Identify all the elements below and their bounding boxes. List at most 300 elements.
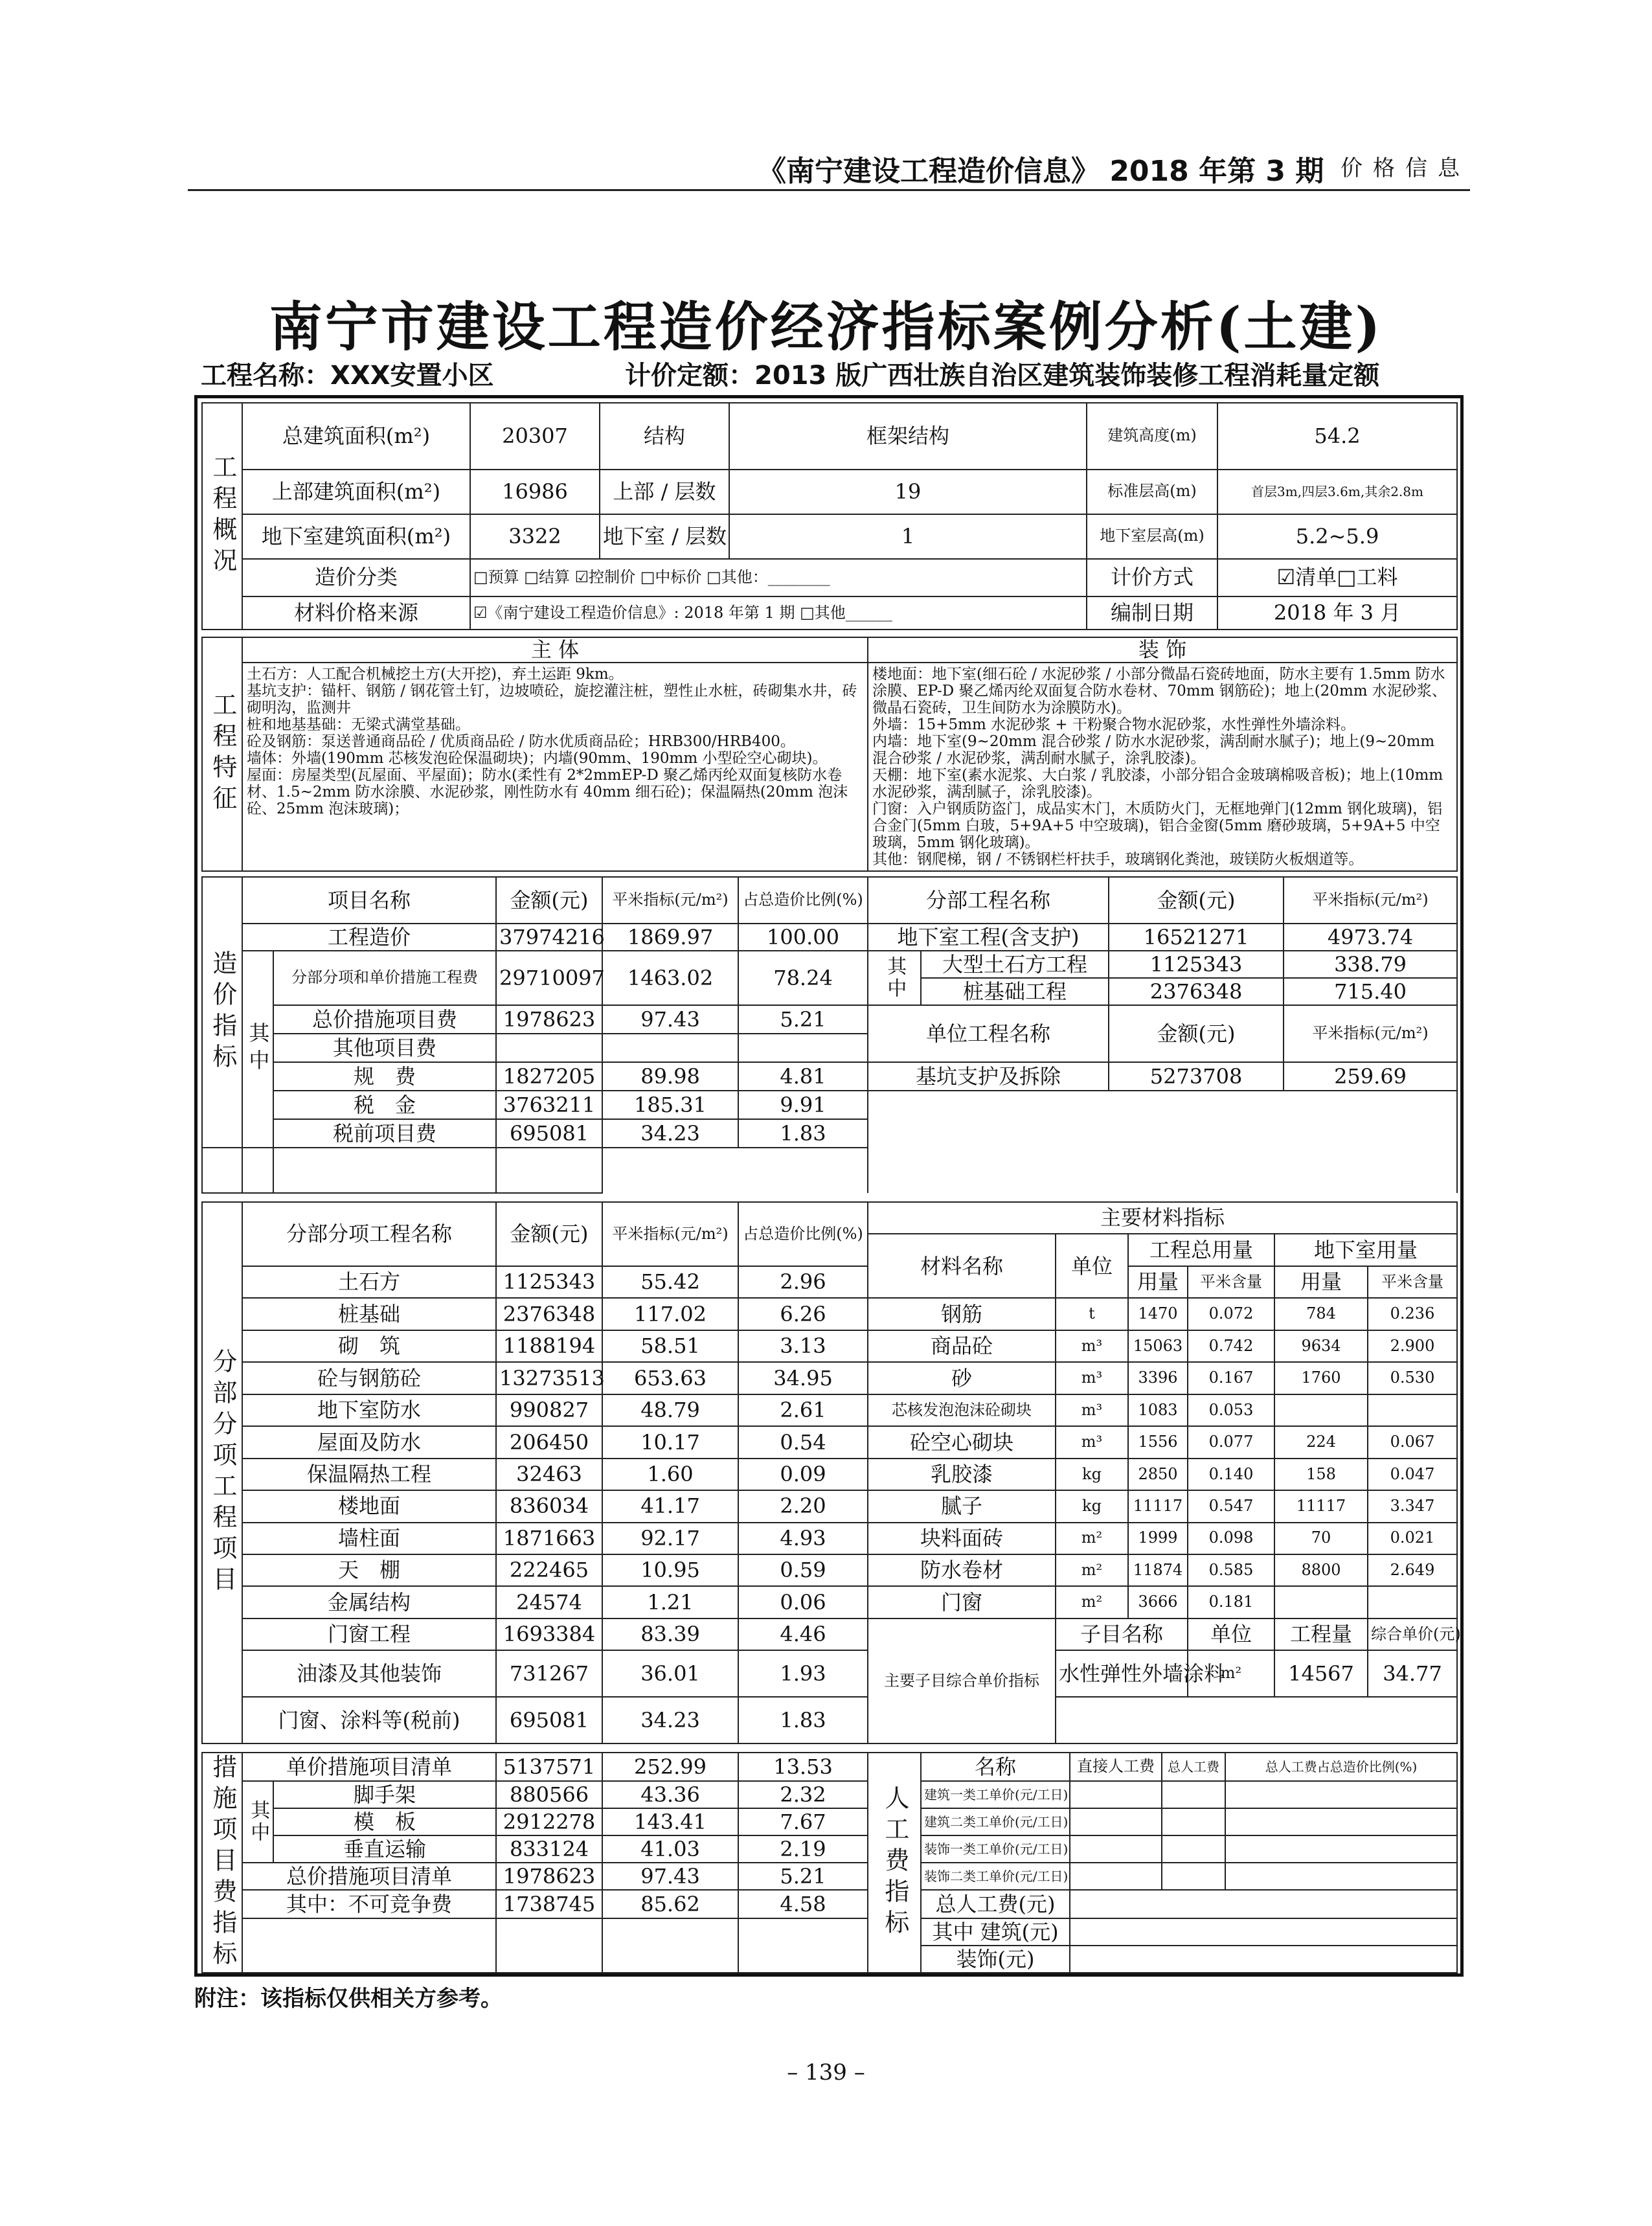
cell: 1.93: [738, 1650, 868, 1697]
cell: 3.13: [738, 1330, 868, 1362]
cell: 1.83: [738, 1119, 868, 1148]
cell: 油漆及其他装饰: [242, 1650, 496, 1697]
section-name: 价格信息: [1341, 155, 1470, 181]
cell: 2.649: [1368, 1554, 1457, 1586]
blank-cell: [1070, 1835, 1162, 1863]
cell: 338.79: [1284, 951, 1457, 978]
decoration-text: 楼地面：地下室(细石砼 / 水泥砂浆 / 小部分微晶石瓷砖地面，防水主要有 1.5mm 防水涂膜、EP-D 聚乙烯丙纶双面复合防水卷材、70mm 钢筋砼)；地上(20mm 水泥砂浆、微晶石瓷砖，卫生间防水为涂膜防水)。 外墙：15+5mm 水泥砂浆 + 干粉聚合物水泥砂浆，水性弹性外墙涂料。 内墙：地下室(9~20mm 混合砂浆 / 防水水泥砂浆，满刮耐水腻子)；地上(9~20mm 混合砂浆 / 水泥砂浆，满刮耐水腻子，涂乳胶漆)。 天棚：地下室(素水泥浆、大白浆 / 乳胶漆，小部分铝合金玻璃棉吸音板)；地上(10mm 水泥砂浆，满刮腻子，涂乳胶漆)。 门窗：入户钢质防盗门，成品实木门，木质防火门，无框地弹门(12mm 钢化玻璃)，铝合金门(5mm 白玻，5+9A+5 中空玻璃)，铝合金窗(5mm 磨砂玻璃，5+9A+5 中空玻璃，5mm 钢化玻璃)。 其他：钢爬梯，钢 / 不锈钢栏杆扶手，玻璃钢化粪池，玻镁防火板烟道等。: [868, 663, 1457, 871]
table-row: [202, 1697, 1457, 1743]
col-header: 总人工费占总造价比例(%): [1225, 1753, 1457, 1781]
right-qizhong-label: 其中: [868, 951, 921, 1005]
cell: 防水卷材: [868, 1554, 1056, 1586]
cell: 37974216: [496, 924, 602, 951]
indicator-table-frame: [194, 395, 1464, 1977]
cell: 32463: [496, 1459, 602, 1490]
cell: 54.2: [1217, 403, 1457, 470]
col-header: 金额(元): [496, 1202, 602, 1266]
cell: 砌 筑: [242, 1330, 496, 1362]
cell: m³: [1056, 1362, 1128, 1394]
cell: 总建筑面积(m²): [242, 403, 470, 470]
cell: 1083: [1128, 1394, 1188, 1426]
cell: 3666: [1128, 1586, 1188, 1618]
pricing-method-options: ☑清单□工料: [1217, 559, 1457, 596]
cell: 259.69: [1284, 1062, 1457, 1091]
cell: 桩基础: [242, 1298, 496, 1330]
col-header: 平米指标(元/m²): [602, 1202, 738, 1266]
cell: 3.347: [1368, 1490, 1457, 1522]
cell: 地下室层高(m): [1087, 514, 1217, 559]
cell: 框架结构: [729, 403, 1087, 470]
col-header: 占总造价比例(%): [738, 1202, 868, 1266]
cell: 0.140: [1188, 1459, 1274, 1490]
measures-label: 措施项目费指标: [202, 1753, 242, 1973]
cell: 34.77: [1368, 1650, 1457, 1697]
cell: 1.21: [602, 1586, 738, 1618]
cell: 2.20: [738, 1490, 868, 1522]
page-number: – 139 –: [787, 2060, 865, 2085]
cell: 0.54: [738, 1426, 868, 1458]
blank-cell: [868, 1091, 1457, 1193]
cell: 0.547: [1188, 1490, 1274, 1522]
cell: 0.077: [1188, 1426, 1274, 1458]
cell: 1188194: [496, 1330, 602, 1362]
cell: 36.01: [602, 1650, 738, 1697]
cell: 大型土石方工程: [921, 951, 1109, 978]
cell: 2018 年 3 月: [1217, 596, 1457, 630]
cell: 0.530: [1368, 1362, 1457, 1394]
cell: 其他项目费: [273, 1034, 496, 1062]
cell: 水性弹性外墙涂料: [1056, 1650, 1188, 1697]
cell: 19: [729, 470, 1087, 514]
cell: 单价措施项目清单: [242, 1753, 496, 1781]
cell: 8800: [1274, 1554, 1368, 1586]
pricing-quota: 计价定额：2013 版广西壮族自治区建筑装饰装修工程消耗量定额: [625, 361, 1380, 391]
cell: [1274, 1394, 1368, 1426]
cell: 0.047: [1368, 1459, 1457, 1490]
cell: 3396: [1128, 1362, 1188, 1394]
cell: 43.36: [602, 1781, 738, 1808]
cell: 653.63: [602, 1362, 738, 1394]
cell: 5137571: [496, 1753, 602, 1781]
divisions-section: [201, 1201, 1461, 1744]
col-header: 平米指标(元/m²): [1284, 877, 1457, 924]
cell: 1738745: [496, 1890, 602, 1918]
cell: 腻子: [868, 1490, 1056, 1522]
cell: 89.98: [602, 1062, 738, 1091]
cell: 4.46: [738, 1618, 868, 1650]
cell: 1760: [1274, 1362, 1368, 1394]
cell: 0.067: [1368, 1426, 1457, 1458]
cell: 83.39: [602, 1618, 738, 1650]
cell: 836034: [496, 1490, 602, 1522]
blank-cell: [202, 1148, 242, 1193]
col-header: 直接人工费: [1070, 1753, 1162, 1781]
cell: 14567: [1274, 1650, 1368, 1697]
qizhong-label: 其中: [242, 1781, 273, 1863]
cell: 商品砼: [868, 1330, 1056, 1362]
cell: 其中 建筑(元): [921, 1918, 1070, 1946]
cell: 15063: [1128, 1330, 1188, 1362]
cell: 2376348: [1109, 978, 1284, 1005]
cell: 97.43: [602, 1863, 738, 1890]
cell: 1: [729, 514, 1087, 559]
cell: kg: [1056, 1459, 1128, 1490]
cell: 分部分项和单价措施工程费: [273, 951, 496, 1005]
col-header: 单位: [1056, 1234, 1128, 1298]
cell: 工程量: [1274, 1618, 1368, 1650]
cell: 标准层高(m): [1087, 470, 1217, 514]
cell: 垂直运输: [273, 1835, 496, 1863]
cell: 0.098: [1188, 1523, 1274, 1554]
cell: 9.91: [738, 1091, 868, 1119]
blank-cell: [1070, 1863, 1162, 1890]
subitem-label: 主要子目综合单价指标: [868, 1618, 1056, 1743]
cell: 695081: [496, 1119, 602, 1148]
cell: 总价措施项目清单: [242, 1863, 496, 1890]
col-header: 平米含量: [1368, 1266, 1457, 1298]
cell: 100.00: [738, 924, 868, 951]
blank-cell: [273, 1148, 496, 1193]
cell: 833124: [496, 1835, 602, 1863]
cell: 其中：不可竞争费: [242, 1890, 496, 1918]
decoration-header: 装 饰: [868, 637, 1457, 663]
cell: 乳胶漆: [868, 1459, 1056, 1490]
blank-cell: [496, 1918, 602, 1973]
cell: 门窗、涂料等(税前): [242, 1697, 496, 1743]
cell: 0.742: [1188, 1330, 1274, 1362]
cell: 装饰(元): [921, 1946, 1070, 1973]
blank-cell: [1070, 1946, 1457, 1973]
overview-section: [201, 402, 1456, 630]
cell: 252.99: [602, 1753, 738, 1781]
cell: 上部 / 层数: [600, 470, 729, 514]
header-rule: [188, 189, 1470, 191]
cell: 34.23: [602, 1119, 738, 1148]
cell: 4.93: [738, 1523, 868, 1554]
cell: 5.21: [738, 1863, 868, 1890]
col-header: 地下室用量: [1274, 1234, 1457, 1266]
cell: 7.67: [738, 1808, 868, 1835]
col-header: 用量: [1274, 1266, 1368, 1298]
labor-label: 人工费指标: [868, 1753, 921, 1973]
cell: 48.79: [602, 1394, 738, 1426]
cell: 1556: [1128, 1426, 1188, 1458]
cell: [496, 1034, 602, 1062]
cell: 钢筋: [868, 1298, 1056, 1330]
cell: 784: [1274, 1298, 1368, 1330]
features-label: 工程特征: [202, 637, 242, 871]
cell: 206450: [496, 1426, 602, 1458]
cell: 92.17: [602, 1523, 738, 1554]
blank-cell: [738, 1918, 868, 1973]
cell: 墙柱面: [242, 1523, 496, 1554]
cell: [1368, 1394, 1457, 1426]
cell: m²: [1056, 1586, 1128, 1618]
col-header: 分部工程名称: [868, 877, 1109, 924]
cell: 4973.74: [1284, 924, 1457, 951]
cell: 1978623: [496, 1005, 602, 1034]
cell: 0.585: [1188, 1554, 1274, 1586]
cell: 税 金: [273, 1091, 496, 1119]
cell: 5273708: [1109, 1062, 1284, 1091]
cell: 0.06: [738, 1586, 868, 1618]
col-header: 用量: [1128, 1266, 1188, 1298]
cell: 楼地面: [242, 1490, 496, 1522]
cell: 1.83: [738, 1697, 868, 1743]
blank-cell: [1225, 1808, 1457, 1835]
table-row: [202, 1426, 1457, 1458]
blank-cell: [242, 1148, 273, 1193]
cell: t: [1056, 1298, 1128, 1330]
cell: 基坑支护及拆除: [868, 1062, 1109, 1091]
col-header: 金额(元): [1109, 1005, 1284, 1062]
cell: 224: [1274, 1426, 1368, 1458]
cell: 0.053: [1188, 1394, 1274, 1426]
cell: 41.03: [602, 1835, 738, 1863]
cell: 天 棚: [242, 1554, 496, 1586]
cell: 1978623: [496, 1863, 602, 1890]
features-section: [201, 637, 1456, 870]
cell: 2.96: [738, 1266, 868, 1298]
cell: 编制日期: [1087, 596, 1217, 630]
cell: 880566: [496, 1781, 602, 1808]
blank-cell: [1070, 1918, 1457, 1946]
cell: 建筑一类工单价(元/工日): [921, 1781, 1070, 1808]
cell: m³: [1056, 1426, 1128, 1458]
blank-cell: [1162, 1835, 1225, 1863]
col-header: 金额(元): [496, 877, 602, 924]
cell: 综合单价(元): [1368, 1618, 1457, 1650]
cell: 222465: [496, 1554, 602, 1586]
cell: 计价方式: [1087, 559, 1217, 596]
cell: 金属结构: [242, 1586, 496, 1618]
cell: 6.26: [738, 1298, 868, 1330]
cell: 3322: [470, 514, 600, 559]
cell: 185.31: [602, 1091, 738, 1119]
cell: 上部建筑面积(m²): [242, 470, 470, 514]
cell: 块料面砖: [868, 1523, 1056, 1554]
cell: 保温隔热工程: [242, 1459, 496, 1490]
cell: 11117: [1128, 1490, 1188, 1522]
cell: m²: [1056, 1523, 1128, 1554]
cell: 29710097: [496, 951, 602, 1005]
cell: 34.23: [602, 1697, 738, 1743]
cell: 芯核发泡泡沫砼砌块: [868, 1394, 1056, 1426]
cost-type-options: □预算 □结算 ☑控制价 □中标价 □其他：________: [470, 559, 1087, 596]
cell: 1.60: [602, 1459, 738, 1490]
blank-cell: [1225, 1863, 1457, 1890]
cell: 税前项目费: [273, 1119, 496, 1148]
cell: 地下室工程(含支护): [868, 924, 1109, 951]
cell: 1869.97: [602, 924, 738, 951]
cell: 砼与钢筋砼: [242, 1362, 496, 1394]
blank-cell: [1162, 1781, 1225, 1808]
table-row: [202, 1618, 1457, 1650]
table-row: [202, 1394, 1457, 1426]
cell: m³: [1056, 1394, 1128, 1426]
main-structure-header: 主 体: [242, 637, 868, 663]
cell: 24574: [496, 1586, 602, 1618]
main-structure-text: 土石方：人工配合机械挖土方(大开挖)，弃土运距 9km。 基坑支护：锚杆、钢筋 / 钢花管土钉，边坡喷砼，旋挖灌注桩，塑性止水桩，砖砌集水井，砖砌明沟，监测井 桩和地基基础：无梁式满堂基础。 砼及钢筋：泵送普通商品砼 / 优质商品砼 / 防水优质商品砼；HRB300/HRB400。 墙体：外墙(190mm 芯核发泡砼保温砌块)；内墙(90mm、190mm 小型砼空心砌块)。 屋面：房屋类型(瓦屋面、平屋面)；防水(柔性有 2*2mmEP-D 聚乙烯丙纶双面复核防水卷材、1.5~2mm 防水涂膜、水泥砂浆，刚性防水有 40mm 细石砼)；保温隔热(20mm 泡沫砼、25mm 泡沫玻璃)；: [242, 663, 868, 871]
cell: 1827205: [496, 1062, 602, 1091]
cell: 85.62: [602, 1890, 738, 1918]
cell: 13273513: [496, 1362, 602, 1394]
cell: 16986: [470, 470, 600, 514]
blank-cell: [496, 1148, 602, 1193]
cell: 门窗工程: [242, 1618, 496, 1650]
cell: 4.81: [738, 1062, 868, 1091]
cell: 造价分类: [242, 559, 470, 596]
table-row: [202, 1362, 1457, 1394]
cell: 2.61: [738, 1394, 868, 1426]
cell: 3763211: [496, 1091, 602, 1119]
cell: 0.59: [738, 1554, 868, 1586]
col-header: 平米含量: [1188, 1266, 1274, 1298]
cell: m²: [1188, 1650, 1274, 1697]
cell: 砂: [868, 1362, 1056, 1394]
cell: 5.21: [738, 1005, 868, 1034]
overview-label: 工程概况: [202, 403, 242, 630]
publication-title: 《南宁建设工程造价信息》 2018 年第 3 期: [758, 155, 1324, 188]
cell: 装饰一类工单价(元/工日): [921, 1835, 1070, 1863]
cell: 土石方: [242, 1266, 496, 1298]
page-title: 南宁市建设工程造价经济指标案例分析(土建): [269, 296, 1383, 358]
table-row: [202, 1523, 1457, 1554]
cell: 34.95: [738, 1362, 868, 1394]
blank-cell: [1070, 1781, 1162, 1808]
cell: 143.41: [602, 1808, 738, 1835]
cell: 1999: [1128, 1523, 1188, 1554]
cell: 0.072: [1188, 1298, 1274, 1330]
col-header: 占总造价比例(%): [738, 877, 868, 924]
cell: 屋面及防水: [242, 1426, 496, 1458]
cost-section: [201, 876, 1456, 1194]
cell: 11874: [1128, 1554, 1188, 1586]
col-header: 平米指标(元/m²): [602, 877, 738, 924]
cell: 模 板: [273, 1808, 496, 1835]
cell: 158: [1274, 1459, 1368, 1490]
blank-cell: [1056, 1697, 1457, 1743]
cell: 材料价格来源: [242, 596, 470, 630]
cell: 731267: [496, 1650, 602, 1697]
cell: 0.181: [1188, 1586, 1274, 1618]
cell: [1368, 1586, 1457, 1618]
cell: 2912278: [496, 1808, 602, 1835]
cell: 脚手架: [273, 1781, 496, 1808]
cell: 13.53: [738, 1753, 868, 1781]
cell: 55.42: [602, 1266, 738, 1298]
blank-cell: [1225, 1835, 1457, 1863]
cell: 单位: [1188, 1618, 1274, 1650]
cell: 工程造价: [242, 924, 496, 951]
table-row: [202, 1586, 1457, 1618]
blank-cell: [1162, 1863, 1225, 1890]
page-header: [188, 144, 1470, 188]
table-row: [202, 1459, 1457, 1490]
cell: [602, 1034, 738, 1062]
cell: 2.19: [738, 1835, 868, 1863]
blank-cell: [602, 1918, 738, 1973]
cell: 1470: [1128, 1298, 1188, 1330]
cell: 地下室防水: [242, 1394, 496, 1426]
cell: 0.09: [738, 1459, 868, 1490]
cell: 78.24: [738, 951, 868, 1005]
cell: [738, 1034, 868, 1062]
materials-title: 主要材料指标: [868, 1202, 1457, 1234]
col-header: 工程总用量: [1128, 1234, 1274, 1266]
blank-cell: [1225, 1781, 1457, 1808]
cell: 首层3m,四层3.6m,其余2.8m: [1217, 470, 1457, 514]
cell: 41.17: [602, 1490, 738, 1522]
cell: 结构: [600, 403, 729, 470]
col-header: 平米指标(元/m²): [1284, 1005, 1457, 1062]
cell: 16521271: [1109, 924, 1284, 951]
measures-section: [201, 1752, 1456, 1972]
cell: m²: [1056, 1554, 1128, 1586]
cell: 1871663: [496, 1523, 602, 1554]
cell: 2850: [1128, 1459, 1188, 1490]
table-row: [202, 1298, 1457, 1330]
cell: 990827: [496, 1394, 602, 1426]
cell: m³: [1056, 1330, 1128, 1362]
col-header: 项目名称: [242, 877, 496, 924]
blank-cell: [242, 1918, 496, 1973]
cell: 总人工费(元): [921, 1890, 1070, 1918]
qizhong-label: 其中: [242, 951, 273, 1148]
cell: 1125343: [1109, 951, 1284, 978]
col-header: 名称: [921, 1753, 1070, 1781]
cell: 规 费: [273, 1062, 496, 1091]
divisions-label: 分部分项工程项目: [202, 1202, 242, 1743]
cell: 58.51: [602, 1330, 738, 1362]
cell: 20307: [470, 403, 600, 470]
cell: 695081: [496, 1697, 602, 1743]
table-row: [202, 1490, 1457, 1522]
cell: 97.43: [602, 1005, 738, 1034]
cell: 地下室建筑面积(m²): [242, 514, 470, 559]
cell: 1463.02: [602, 951, 738, 1005]
cell: 10.95: [602, 1554, 738, 1586]
cell: 0.236: [1368, 1298, 1457, 1330]
cell: kg: [1056, 1490, 1128, 1522]
cell: 4.58: [738, 1890, 868, 1918]
cell: 715.40: [1284, 978, 1457, 1005]
cell: 建筑二类工单价(元/工日): [921, 1808, 1070, 1835]
cell: 1693384: [496, 1618, 602, 1650]
cell: 2376348: [496, 1298, 602, 1330]
cell: 地下室 / 层数: [600, 514, 729, 559]
cost-label: 造价指标: [202, 877, 242, 1148]
cell: 0.021: [1368, 1523, 1457, 1554]
blank-cell: [1070, 1890, 1457, 1918]
cell: 总价措施项目费: [273, 1005, 496, 1034]
cell: 门窗: [868, 1586, 1056, 1618]
cell: 9634: [1274, 1330, 1368, 1362]
table-row: [202, 1554, 1457, 1586]
cell: 117.02: [602, 1298, 738, 1330]
cell: 桩基础工程: [921, 978, 1109, 1005]
blank-cell: [1162, 1808, 1225, 1835]
cell: 2.900: [1368, 1330, 1457, 1362]
cell: 建筑高度(m): [1087, 403, 1217, 470]
cell: 2.32: [738, 1781, 868, 1808]
cell: [1274, 1586, 1368, 1618]
cell: 10.17: [602, 1426, 738, 1458]
cell: 1125343: [496, 1266, 602, 1298]
cell: 0.167: [1188, 1362, 1274, 1394]
cell: 5.2~5.9: [1217, 514, 1457, 559]
price-source-options: ☑《南宁建设工程造价信息》: 2018 年第 1 期 □其他______: [470, 596, 1087, 630]
